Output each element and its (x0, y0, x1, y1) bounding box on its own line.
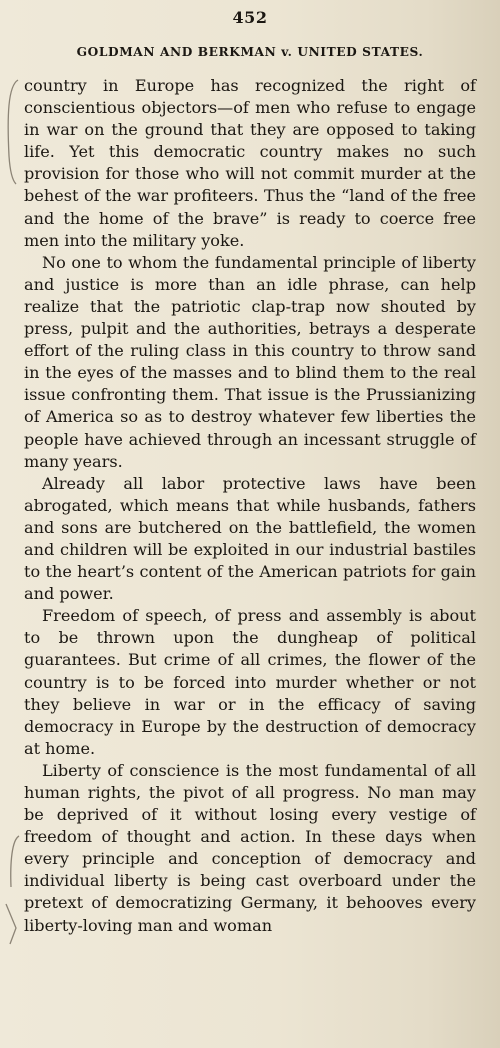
page-number: 452 (232, 8, 268, 27)
paragraph-patriotic-claptrap: No one to whom the fundamental principle of liberty and justice is more than an idle phrase, can help realize that the patriotic clap-trap now shouted by press, pulpit and the authorities, betrays a desperate effort of the ruling class in this country to throw sand in the eyes of the masses and to blind them to the real issue confronting them. That issue is the Prussianizing of America so as to destroy whatever few liberties the people have achieved through an incessant struggle of many years. (24, 252, 476, 471)
body-text (24, 75, 476, 937)
paragraph-freedom-of-speech: Freedom of speech, of press and assembly is about to be thrown upon the dungheap of political guarantees. But crime of all crimes, the flower of the country is to be forced into murder whether or not they believe in war or in the efficacy of saving democracy in Europe by the destruction of democracy at home. (24, 606, 476, 758)
running-head: GOLDMAN AND BERKMAN v. UNITED STATES. (76, 45, 424, 59)
paragraph-conscientious-objectors: country in Europe has recognized the right of conscientious objectors—of men who refuse to engage in war on the ground that they are opposed to taking life. Yet this democratic country makes no such provision for those who will not commit murder at the behest of the war profiteers. Thus the “land of the free and the home of the brave” is ready to coerce free men into the military yoke. (24, 76, 476, 250)
paragraph-liberty-of-conscience: Liberty of conscience is the most fundamental of all human rights, the pivot of all progress. No man may be deprived of it without losing every vestige of freedom of thought and action. In these days when every principle and conception of democracy and individual liberty is being cast overboard under the pretext of democratizing Germany, it behooves every liberty-loving man and woman (24, 760, 476, 935)
pencil-bracket-mark (2, 76, 22, 186)
pencil-check-mark (2, 898, 22, 948)
pencil-bracket-mark (2, 832, 22, 892)
paragraph-labor-laws: Already all labor protective laws have been abrogated, which means that while husbands, fathers and sons are butchered on the battlefield, the women and children will be exploited in our industrial bastiles to the heart’s content of the American patriots for gain and power. (24, 473, 476, 604)
